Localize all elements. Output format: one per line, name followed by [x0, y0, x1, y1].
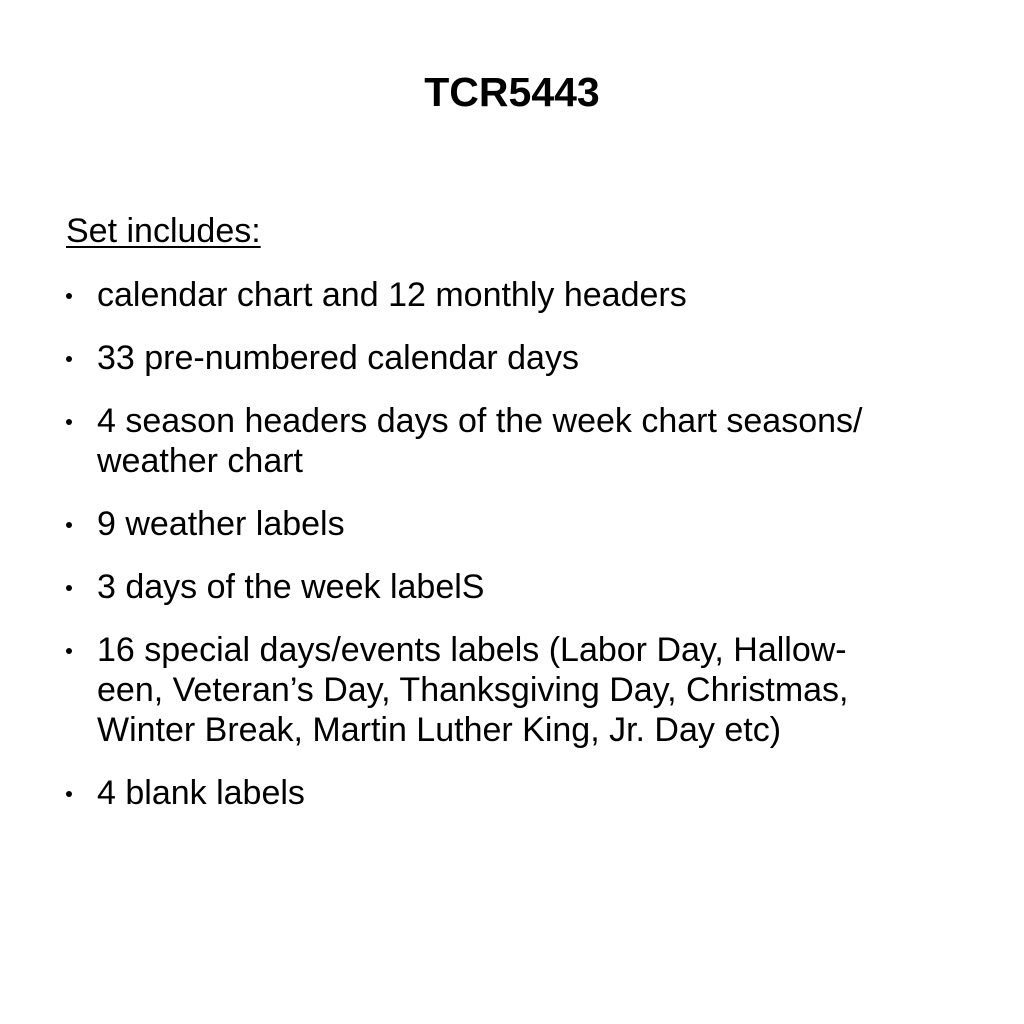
bullet-icon — [66, 419, 72, 425]
bullet-icon — [66, 648, 72, 654]
bullet-icon — [66, 356, 72, 362]
bullet-icon — [66, 522, 72, 528]
list-item — [66, 401, 966, 481]
list-item — [66, 338, 966, 378]
list-item — [66, 504, 966, 544]
list-item-text — [97, 401, 966, 481]
list-item-line: 4 blank labels — [97, 774, 305, 812]
document-title: TCR5443 — [424, 69, 600, 115]
list-item — [66, 275, 966, 315]
list-item-line: 33 pre-numbered calendar days — [97, 339, 579, 377]
list-item-text — [97, 773, 966, 813]
set-includes-heading: Set includes: — [66, 212, 261, 250]
included-items-list — [66, 275, 966, 836]
list-item-text — [97, 630, 966, 750]
list-item-text — [97, 338, 966, 378]
list-item-text — [97, 567, 966, 607]
list-item-line: een, Veteran’s Day, Thanksgiving Day, Christmas, — [97, 671, 849, 709]
list-item-line: calendar chart and 12 monthly headers — [97, 276, 687, 314]
list-item-line: weather chart — [97, 442, 303, 480]
list-item-line: 4 season headers days of the week chart seasons/ — [97, 402, 863, 440]
bullet-icon — [66, 293, 72, 299]
list-item-line: 9 weather labels — [97, 505, 345, 543]
list-item — [66, 773, 966, 813]
list-item-text — [97, 504, 966, 544]
list-item-line: 16 special days/events labels (Labor Day, Hallow- — [97, 631, 847, 669]
bullet-icon — [66, 791, 72, 797]
list-item-text — [97, 275, 966, 315]
bullet-icon — [66, 585, 72, 591]
list-item-line: Winter Break, Martin Luther King, Jr. Day etc) — [97, 711, 782, 749]
list-item — [66, 630, 966, 750]
list-item — [66, 567, 966, 607]
list-item-line: 3 days of the week labelS — [97, 568, 485, 606]
